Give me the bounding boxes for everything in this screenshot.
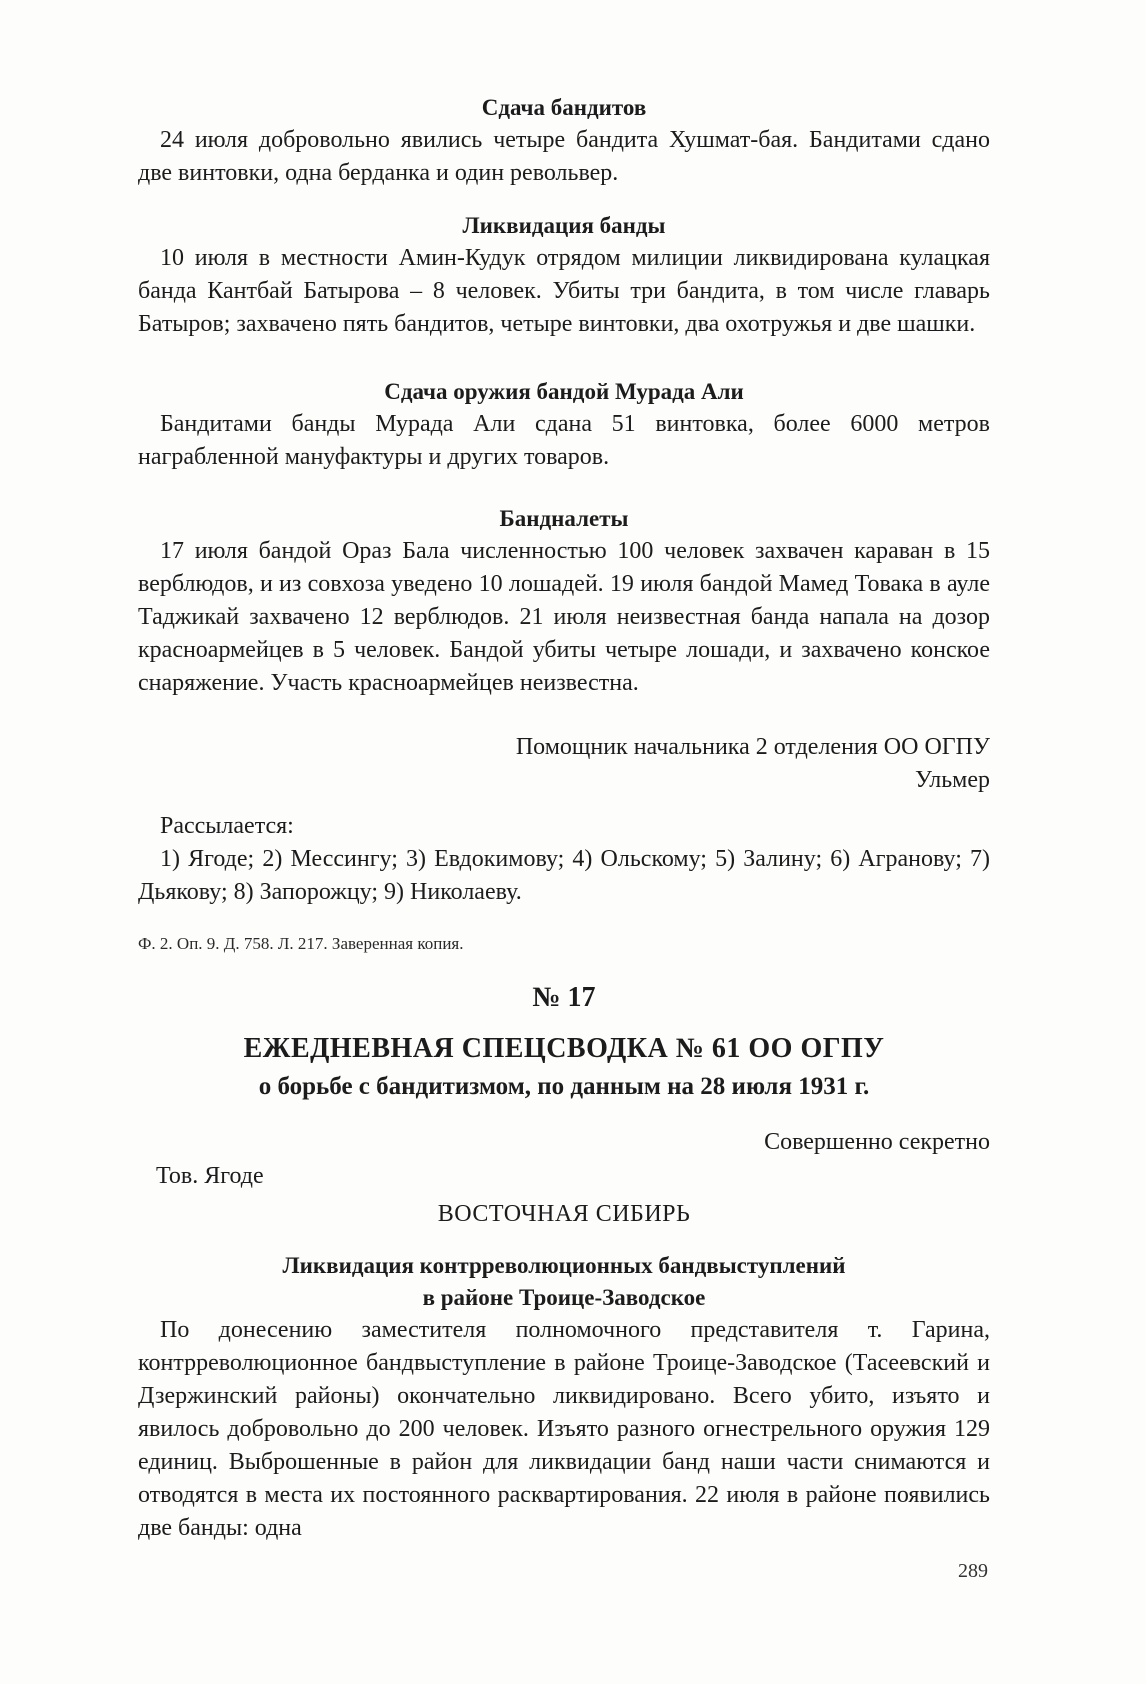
section-troitse-zavodskoe (138, 1250, 990, 1545)
section-text: 17 июля бандой Ораз Бала численностью 100 человек захвачен караван в 15 верблюдов, и из совхоза уведено 10 лошадей. 19 июля бандой Мамед Товака в ауле Таджикай захвачено 12 верблюдов. 21 июля неизвестная банда напала на дозор красноармейцев в 5 человек. Бандой убиты четыре лошади, и захвачено конское снаряжение. Участь красноармейцев неизвестна. (138, 538, 990, 696)
distribution-list: 1) Ягоде; 2) Мессингу; 3) Евдокимову; 4) Ольскому; 5) Залину; 6) Агранову; 7) Дьякову; 8) Запорожцу; 9) Николаеву. (138, 846, 990, 905)
document-subtitle: о борьбе с бандитизмом, по данным на 28 июля 1931 г. (258, 1073, 870, 1100)
section-surrender-of-bandits (138, 92, 990, 190)
distribution-block (138, 810, 990, 909)
section-heading-line1: Ликвидация контрреволюционных бандвыступлений (282, 1253, 846, 1278)
section-weapons-surrender (138, 376, 990, 474)
signature-name: Ульмер (914, 767, 990, 793)
section-text: 10 июля в местности Амин-Кудук отрядом милиции ликвидирована кулацкая банда Кантбай Батырова – 8 человек. Убиты три бандита, в том числе главарь Батыров; захвачено пять бандитов, четыре винтовки, два охотружья и две шашки. (138, 245, 990, 337)
section-heading-line2: в районе Троице-Заводское (422, 1285, 706, 1310)
classification-block (138, 1126, 990, 1159)
section-heading: Сдача оружия бандой Мурада Али (384, 379, 744, 404)
document-number: № 17 (532, 982, 596, 1013)
page-number: 289 (958, 1560, 988, 1582)
classification-stamp: Совершенно секретно (764, 1129, 990, 1155)
signature-position: Помощник начальника 2 отделения ОО ОГПУ (515, 734, 990, 760)
source-reference: Ф. 2. Оп. 9. Д. 758. Л. 217. Заверенная копия. (138, 934, 464, 953)
section-heading: Ликвидация банды (462, 213, 666, 238)
section-liquidation-of-band (138, 210, 990, 341)
section-text: Бандитами банды Мурада Али сдана 51 винтовка, более 6000 метров награбленной мануфактуры и других товаров. (138, 411, 990, 470)
distribution-label: Рассылается: (160, 813, 294, 839)
archival-source (138, 932, 990, 956)
document-title: ЕЖЕДНЕВНАЯ СПЕЦСВОДКА № 61 ОО ОГПУ (243, 1033, 885, 1064)
signature-block (138, 731, 990, 797)
section-text: 24 июля добровольно явились четыре бандита Хушмат-бая. Бандитами сдано две винтовки, одна берданка и один револьвер. (138, 127, 990, 186)
addressee-block (138, 1160, 990, 1193)
region-heading: ВОСТОЧНАЯ СИБИРЬ (437, 1201, 691, 1227)
addressee: Тов. Ягоде (156, 1163, 264, 1189)
section-heading: Бандналеты (499, 506, 629, 531)
document-header (138, 978, 990, 1106)
section-text: По донесению заместителя полномочного представителя т. Гарина, контрреволюционное бандвыступление в районе Троице-Заводское (Тасеевский и Дзержинский районы) окончательно ликвидировано. Всего убито, изъято и явилось добровольно до 200 человек. Изъято разного огнестрельного оружия 129 единиц. Выброшенные в район для ликвидации банд наши части снимаются и отводятся в места их постоянного расквартирования. 22 июля в районе появились две банды: одна (138, 1317, 990, 1541)
section-band-raids (138, 503, 990, 700)
region-block (138, 1198, 990, 1231)
section-heading: Сдача бандитов (481, 95, 647, 120)
